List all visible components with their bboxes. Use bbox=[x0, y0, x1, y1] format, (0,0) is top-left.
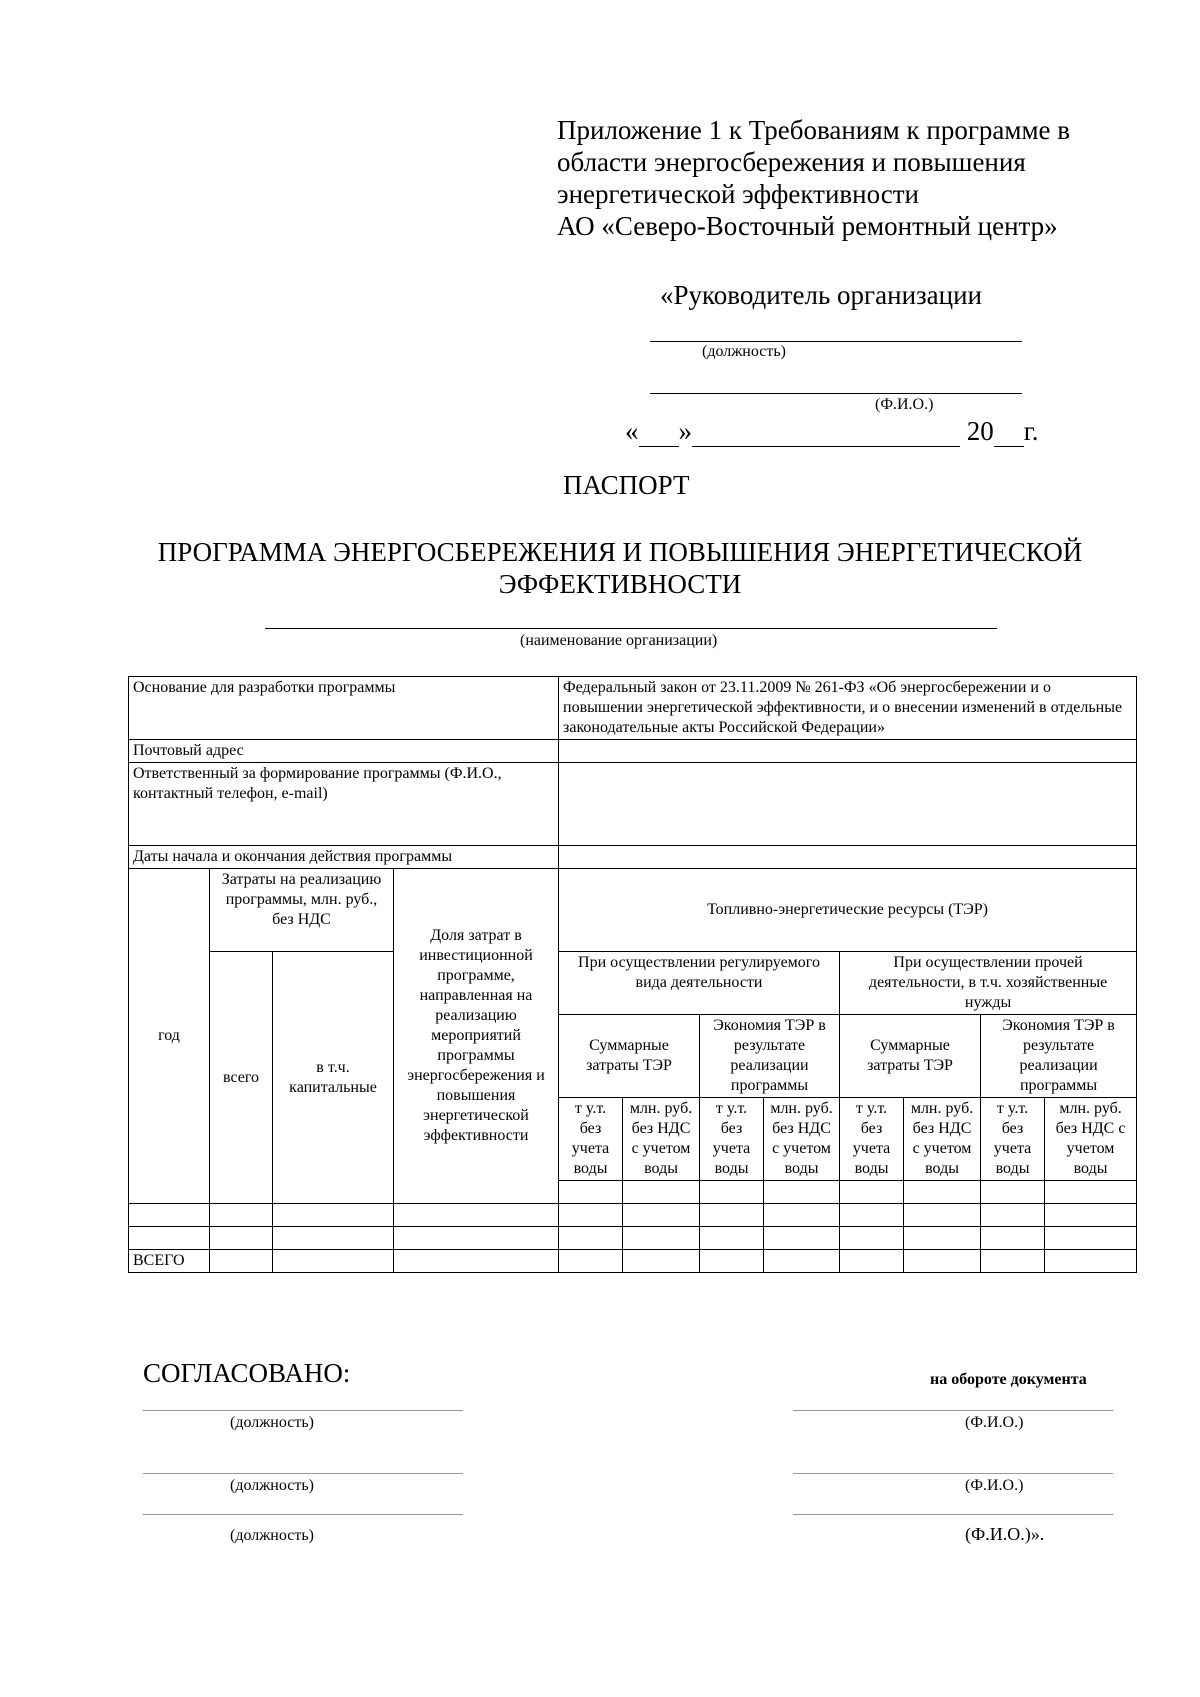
name-caption: (Ф.И.О.) bbox=[965, 1477, 1024, 1494]
year-blank bbox=[994, 420, 1024, 447]
capital-header: в т.ч. капитальные bbox=[273, 952, 394, 1204]
responsible-value bbox=[559, 763, 1137, 846]
appendix-line: области энергосбережения и повышения bbox=[557, 147, 1026, 177]
appendix-line: энергетической эффективности bbox=[557, 179, 919, 209]
name-caption: (Ф.И.О.) bbox=[965, 1414, 1024, 1431]
mln-header: млн. руб. без НДС с учетом воды bbox=[904, 1098, 981, 1181]
costs-header: Затраты на реализацию программы, млн. руб., без НДС bbox=[210, 869, 394, 952]
economy-header: Экономия ТЭР в результате реализации программы bbox=[700, 1015, 840, 1098]
table-row bbox=[129, 740, 1137, 763]
day-blank bbox=[639, 420, 679, 447]
table-row bbox=[129, 846, 1137, 869]
total-header: всего bbox=[210, 952, 273, 1204]
table-row bbox=[129, 677, 1137, 740]
approval-title: «Руководитель организации bbox=[660, 280, 983, 310]
economy-header: Экономия ТЭР в результате реализации программы bbox=[981, 1015, 1137, 1098]
name-caption-last: (Ф.И.О.)». bbox=[965, 1524, 1045, 1544]
org-name-caption: (наименование организации) bbox=[520, 632, 718, 649]
signature-line bbox=[143, 1473, 463, 1474]
signature-line bbox=[143, 1410, 463, 1411]
month-blank bbox=[692, 420, 960, 447]
org-name-line bbox=[265, 628, 997, 629]
date-row bbox=[625, 416, 1039, 447]
table-row bbox=[129, 869, 1137, 952]
table-row bbox=[129, 763, 1137, 846]
mln-header: млн. руб. без НДС с учетом воды bbox=[1045, 1098, 1137, 1181]
tut-header: т у.т. без учета воды bbox=[981, 1098, 1045, 1181]
table-row bbox=[129, 952, 1137, 1015]
regulated-header: При осуществлении регулируемого вида деятельности bbox=[559, 952, 840, 1015]
name-line bbox=[650, 393, 1022, 394]
postal-label: Почтовый адрес bbox=[129, 740, 559, 763]
tut-header: т у.т. без учета воды bbox=[840, 1098, 904, 1181]
position-caption: (должность) bbox=[230, 1414, 314, 1431]
passport-table bbox=[128, 676, 1137, 1273]
dates-value bbox=[559, 846, 1137, 869]
position-caption: (должность) bbox=[230, 1477, 314, 1494]
name-caption: (Ф.И.О.) bbox=[875, 396, 934, 413]
position-caption: (должность) bbox=[702, 343, 786, 360]
table-row bbox=[129, 1250, 1137, 1273]
share-header: Доля затрат в инвестиционной программе, направленная на реализацию мероприятий программы энергосбережения и повышения энергетической эффективности bbox=[394, 869, 559, 1204]
appendix-line: АО «Северо-Восточный ремонтный центр» bbox=[557, 211, 1058, 241]
table-row bbox=[129, 1227, 1137, 1250]
reverse-note: на обороте документа bbox=[930, 1371, 1087, 1388]
signature-line bbox=[793, 1410, 1113, 1411]
signature-line bbox=[143, 1514, 463, 1515]
mln-header: млн. руб. без НДС с учетом воды bbox=[623, 1098, 700, 1181]
tut-header: т у.т. без учета воды bbox=[559, 1098, 623, 1181]
date-open-quote: « bbox=[625, 416, 639, 446]
year-suffix: г. bbox=[1023, 416, 1039, 446]
position-line bbox=[650, 341, 1022, 342]
program-title: ПРОГРАММА ЭНЕРГОСБЕРЕЖЕНИЯ И ПОВЫШЕНИЯ ЭНЕРГЕТИЧЕСКОЙ ЭФФЕКТИВНОСТИ bbox=[157, 537, 1083, 599]
sum-costs-header: Суммарные затраты ТЭР bbox=[559, 1015, 700, 1098]
signature-line bbox=[793, 1473, 1113, 1474]
appendix-block bbox=[557, 114, 1070, 242]
mln-header: млн. руб. без НДС с учетом воды bbox=[764, 1098, 840, 1181]
sum-costs-header: Суммарные затраты ТЭР bbox=[840, 1015, 981, 1098]
signature-line bbox=[793, 1514, 1113, 1515]
table-row bbox=[129, 1204, 1137, 1227]
basis-label: Основание для разработки программы bbox=[129, 677, 559, 740]
responsible-label: Ответственный за формирование программы (Ф.И.О., контактный телефон, e-mail) bbox=[129, 763, 559, 846]
ter-header: Топливно-энергетические ресурсы (ТЭР) bbox=[559, 869, 1137, 952]
position-caption: (должность) bbox=[230, 1527, 314, 1544]
dates-label: Даты начала и окончания действия программы bbox=[129, 846, 559, 869]
year-prefix: 20 bbox=[966, 416, 994, 446]
total-row-label: ВСЕГО bbox=[129, 1250, 210, 1273]
tut-header: т у.т. без учета воды bbox=[700, 1098, 764, 1181]
date-close-quote: » bbox=[678, 416, 692, 446]
passport-title: ПАСПОРТ bbox=[563, 470, 690, 500]
agreed-title: СОГЛАСОВАНО: bbox=[143, 1358, 351, 1388]
basis-value: Федеральный закон от 23.11.2009 № 261-ФЗ «Об энергосбережении и о повышении энергетической эффективности, и о внесении изменений в отдельные законодательные акты Российской Федерации» bbox=[559, 677, 1137, 740]
year-header: год bbox=[129, 869, 210, 1204]
other-header: При осуществлении прочей деятельности, в т.ч. хозяйственные нужды bbox=[840, 952, 1137, 1015]
postal-value bbox=[559, 740, 1137, 763]
appendix-line: Приложение 1 к Требованиям к программе в bbox=[557, 115, 1071, 145]
